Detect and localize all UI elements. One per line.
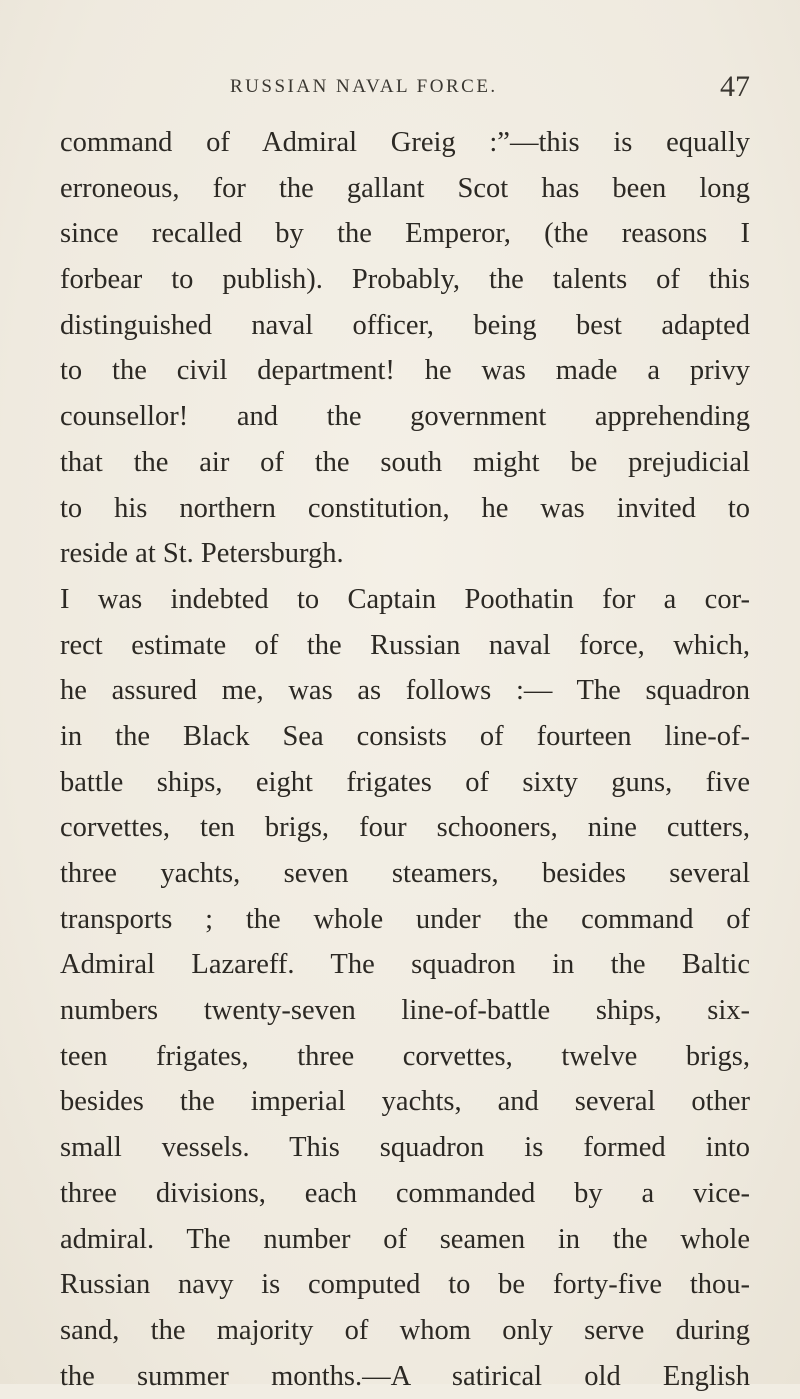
text-line: counsellor! and the government apprehending <box>60 401 750 433</box>
text-line: command of Admiral Greig :”—this is equally <box>60 127 750 158</box>
text-line: that the air of the south might be prejudicial <box>60 446 750 478</box>
text-line: Admiral Lazareff. The squadron in the Baltic <box>60 949 750 981</box>
body-text <box>60 120 750 1399</box>
text-line: forbear to publish). Probably, the talents of this <box>60 264 750 296</box>
page-header <box>60 70 750 110</box>
text-line: besides the imperial yachts, and several other <box>60 1086 750 1118</box>
text-line: in the Black Sea consists of fourteen line-of- <box>60 720 750 752</box>
text-line: battle ships, eight frigates of sixty guns, five <box>60 766 750 798</box>
text-line: three yachts, seven steamers, besides several <box>60 858 750 889</box>
text-line: corvettes, ten brigs, four schooners, nine cutters, <box>60 812 750 844</box>
text-line: distinguished naval officer, being best adapted <box>60 309 750 341</box>
text-line: I was indebted to Captain Poothatin for a cor- <box>60 583 750 615</box>
text-line: he assured me, was as follows :— The squadron <box>60 675 750 707</box>
text-line: small vessels. This squadron is formed into <box>60 1132 750 1164</box>
text-line: to the civil department! he was made a privy <box>60 355 750 387</box>
text-line: three divisions, each commanded by a vice- <box>60 1177 750 1209</box>
text-line: sand, the majority of whom only serve during <box>60 1314 750 1346</box>
text-line: transports ; the whole under the command of <box>60 903 750 935</box>
text-line: rect estimate of the Russian naval force, which, <box>60 629 750 661</box>
text-line: Russian navy is computed to be forty-five thou- <box>60 1269 750 1301</box>
text-line: reside at St. Petersburgh. <box>60 538 344 570</box>
running-title: RUSSIAN NAVAL FORCE. <box>230 76 498 97</box>
text-line: erroneous, for the gallant Scot has been long <box>60 172 750 204</box>
text-line: to his northern constitution, he was invited to <box>60 492 750 524</box>
text-line: the summer months.—A satirical old English <box>60 1360 750 1392</box>
text-line: admiral. The number of seamen in the whole <box>60 1223 750 1255</box>
text-line: since recalled by the Emperor, (the reasons I <box>60 218 750 250</box>
text-line: teen frigates, three corvettes, twelve brigs, <box>60 1040 750 1072</box>
text-line: numbers twenty-seven line-of-battle ships, six- <box>60 995 750 1027</box>
page-number: 47 <box>720 70 750 103</box>
